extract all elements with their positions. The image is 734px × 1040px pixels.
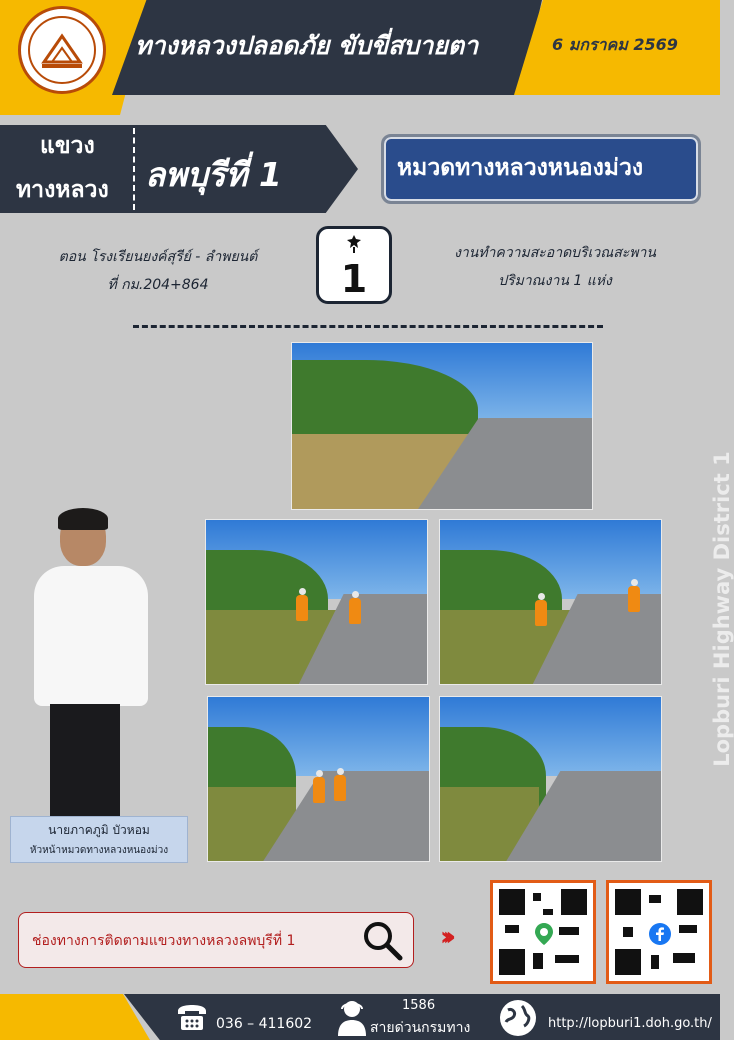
qr-module bbox=[533, 953, 543, 969]
photo-before bbox=[291, 342, 593, 510]
footer-phone[interactable]: 036 – 411602 bbox=[216, 1016, 313, 1032]
photo-work-3 bbox=[207, 696, 430, 862]
qr-module bbox=[623, 927, 633, 937]
unit-name: หมวดทางหลวงหนองม่วง bbox=[397, 155, 644, 181]
qr-code-facebook[interactable] bbox=[606, 880, 712, 984]
qr-finder bbox=[615, 889, 641, 915]
district-watermark bbox=[678, 410, 734, 810]
qr-module bbox=[673, 953, 695, 963]
section-divider bbox=[133, 325, 603, 328]
map-pin-icon bbox=[535, 923, 553, 945]
globe-icon bbox=[498, 998, 538, 1038]
photo-worker bbox=[313, 777, 325, 803]
logo-ring bbox=[28, 16, 96, 84]
person-shirt bbox=[34, 566, 148, 706]
header-date: 6 มกราคม 2569 bbox=[552, 35, 678, 54]
section-line2: ที่ กม.204+864 bbox=[107, 277, 209, 293]
qr-module bbox=[649, 895, 661, 903]
qr-finder bbox=[561, 889, 587, 915]
qr-module bbox=[555, 955, 579, 963]
task-line2: ปริมาณงาน 1 แห่ง bbox=[498, 273, 612, 289]
qr-module bbox=[533, 893, 541, 901]
district-name: ลพบุรีที่ 1 bbox=[145, 155, 282, 194]
footer-hotline-label: สายด่วนกรมทาง bbox=[370, 1020, 471, 1036]
follow-label: ช่องทางการติดตามแขวงทางหลวงลพบุรีที่ 1 bbox=[32, 933, 296, 949]
garuda-icon bbox=[347, 235, 361, 253]
header-title: ทางหลวงปลอดภัย ขับขี่สบายตา bbox=[135, 31, 479, 60]
person-hair bbox=[58, 508, 108, 530]
qr-finder bbox=[499, 889, 525, 915]
person-pants bbox=[50, 704, 120, 816]
watermark-text: Lopburi Highway District 1 bbox=[710, 451, 734, 767]
section-line1: ตอน โรงเรียนยงค์สุรีย์ - ลำพยนต์ bbox=[58, 249, 258, 265]
district-divider bbox=[133, 128, 135, 210]
qr-finder bbox=[615, 949, 641, 975]
footer-website[interactable]: http://lopburi1.doh.go.th/ bbox=[548, 1016, 712, 1031]
footer-accent bbox=[0, 994, 150, 1040]
qr-module bbox=[651, 955, 659, 969]
footer-hotline-number[interactable]: 1586 bbox=[402, 998, 436, 1013]
qr-module bbox=[559, 927, 579, 935]
district-label-line1: แขวง bbox=[40, 133, 95, 159]
photo-worker bbox=[296, 595, 308, 621]
district-label-line2: ทางหลวง bbox=[16, 177, 109, 203]
task-line1: งานทำความสะอาดบริเวณสะพาน bbox=[454, 245, 656, 261]
qr-module bbox=[543, 909, 553, 915]
person-name-box bbox=[10, 816, 188, 863]
photo-worker bbox=[334, 775, 346, 801]
route-number: 1 bbox=[340, 257, 368, 301]
photo-after bbox=[439, 696, 662, 862]
telephone-icon bbox=[176, 1003, 208, 1031]
search-icon[interactable] bbox=[360, 918, 404, 962]
person-name: นายภาคภูมิ บัวหอม bbox=[48, 823, 150, 837]
qr-finder bbox=[499, 949, 525, 975]
photo-work-1 bbox=[205, 519, 428, 685]
chevron-right-icon: ››› bbox=[440, 922, 449, 952]
logo-emblem-icon bbox=[30, 18, 94, 82]
qr-module bbox=[679, 925, 697, 933]
photo-worker bbox=[628, 586, 640, 612]
qr-finder bbox=[677, 889, 703, 915]
call-center-icon bbox=[336, 998, 368, 1036]
qr-module bbox=[505, 925, 519, 933]
photo-work-2 bbox=[439, 519, 662, 685]
department-logo bbox=[18, 6, 106, 94]
qr-code-map[interactable] bbox=[490, 880, 596, 984]
person-title: หัวหน้าหมวดทางหลวงหนองม่วง bbox=[29, 845, 169, 856]
route-badge bbox=[316, 226, 392, 304]
facebook-icon bbox=[649, 923, 671, 945]
photo-worker bbox=[535, 600, 547, 626]
photo-worker bbox=[349, 598, 361, 624]
